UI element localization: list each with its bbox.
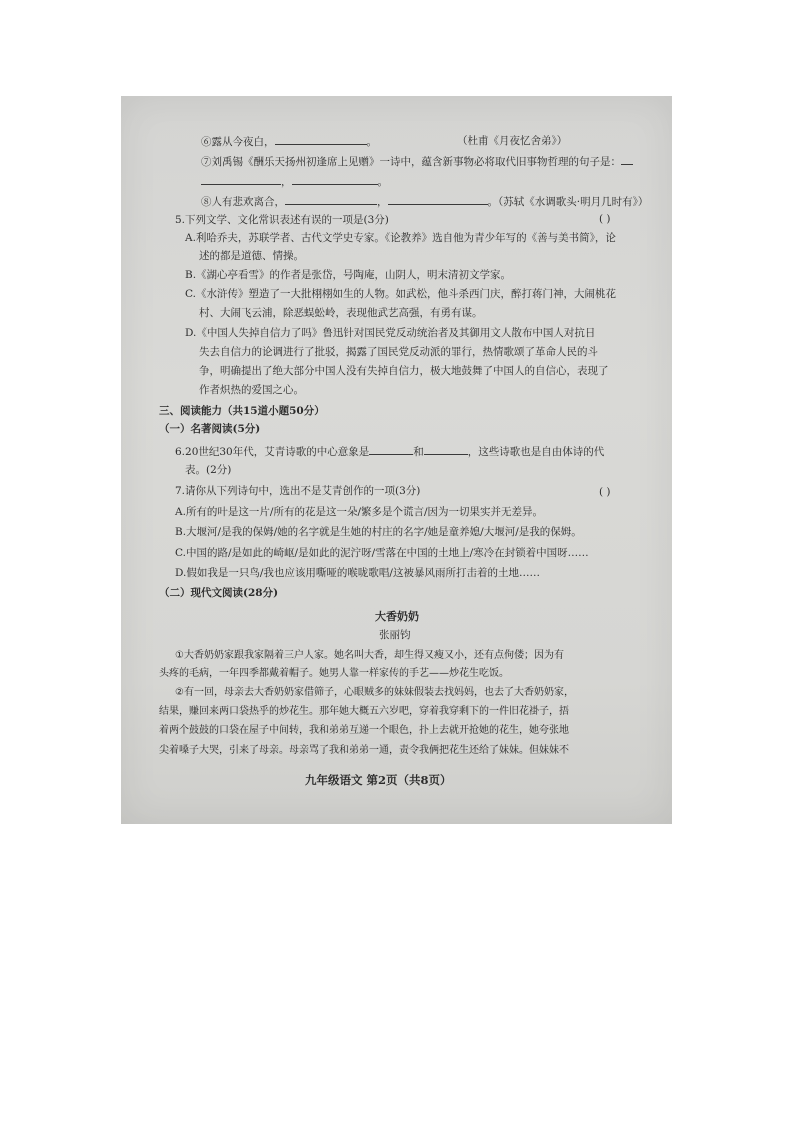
paragraph-2-line-2: 结果，赚回来两口袋热乎的炒花生。那年她大概五六岁吧，穿着我穿剩下的一件旧花褂子，捂	[159, 706, 569, 717]
answer-blank[interactable]	[275, 134, 367, 145]
punctuation: 。	[377, 176, 388, 188]
question-7-stem: 7.请你从下列诗句中，选出不是艾青创作的一项(3分)	[175, 485, 421, 497]
question-6-line-1	[175, 444, 604, 459]
story-title: 大香奶奶	[375, 610, 419, 623]
answer-blank[interactable]	[621, 154, 633, 165]
question-5-answer-paren[interactable]: ( )	[599, 213, 611, 225]
q5-option-a-line-1: A.利哈乔夫，苏联学者、古代文学史专家。《论教养》选自他为青少年写的《善与美书简》，论	[185, 232, 616, 244]
question-6-and: 和	[413, 446, 424, 458]
question-6-text: 6.20世纪30年代，艾青诗歌的中心意象是	[175, 446, 370, 458]
q5-option-a-line-2: 述的都是道德、情操。	[199, 250, 304, 262]
q5-option-d-line-1: D.《中国人失掉自信力了吗》鲁迅针对国民党反动统治者及其御用文人散布中国人对抗日	[185, 327, 596, 339]
paragraph-2-line-4: 尖着嗓子大哭，引来了母亲。母亲骂了我和弟弟一通，责令我俩把花生还给了妹妹。但妹妹不	[159, 745, 569, 756]
answer-blank[interactable]	[292, 174, 378, 185]
poem-source-6: （杜甫《月夜忆舍弟》）	[457, 135, 568, 147]
section-3-heading: 三、阅读能力（共15道小题50分）	[159, 405, 325, 417]
subsection-1-heading: （一）名著阅读(5分)	[159, 423, 261, 435]
question-6-text-end: ，这些诗歌也是自由体诗的代	[467, 446, 605, 458]
q5-option-c-line-2: 村、大闹飞云浦，除恶蜈蚣岭，表现他武艺高强，有勇有谋。	[199, 307, 483, 319]
poem-line-8	[201, 194, 648, 209]
punctuation: ，	[281, 176, 292, 188]
paragraph-2-line-1: ②有一回，母亲去大香奶奶家借筛子，心眼贼多的妹妹假装去找妈妈，也去了大香奶奶家，	[175, 687, 574, 698]
punctuation: ，	[377, 196, 388, 208]
poem-line-7	[201, 154, 633, 169]
question-6-line-2: 表。(2分)	[185, 464, 232, 476]
paragraph-1-line-2: 头疼的毛病，一年四季都戴着帽子。她男人靠一样家传的手艺——炒花生吃饭。	[159, 668, 509, 679]
q7-option-c: C.中国的路/是如此的崎岖/是如此的泥泞呀/雪落在中国的土地上/寒冷在封锁着中国呀……	[175, 547, 589, 559]
poem-source-8: 。（苏轼《水调歌头·明月几时有》）	[487, 196, 649, 208]
page-footer: 九年级语文 第2页（共8页）	[305, 773, 452, 787]
answer-blank[interactable]	[201, 174, 281, 185]
q7-option-d: D.假如我是一只鸟/我也应该用嘶哑的喉咙歌唱/这被暴风雨所打击着的土地……	[175, 567, 540, 579]
answer-blank[interactable]	[388, 194, 488, 205]
poem-line-6-text: ⑥露从今夜白，	[201, 136, 275, 148]
q5-option-d-line-4: 作者炽热的爱国之心。	[199, 384, 304, 396]
answer-blank[interactable]	[424, 444, 468, 455]
paragraph-1-line-1: ①大香奶奶家跟我家隔着三户人家。她名叫大香，却生得又瘦又小，还有点佝偻；因为有	[175, 650, 564, 661]
story-author: 张丽钧	[379, 629, 411, 641]
paragraph-2-line-3: 着两个鼓鼓的口袋在屋子中间转，我和弟弟互递一个眼色，扑上去就开抢她的花生，她夸张地	[159, 725, 569, 736]
question-5-stem: 5.下列文学、文化常识表述有误的一项是(3分)	[175, 214, 389, 226]
q7-option-a: A.所有的叶是这一片/所有的花是这一朵/繁多是个谎言/因为一切果实并无差异。	[175, 506, 544, 518]
q5-option-d-line-3: 争，明确提出了绝大部分中国人没有失掉自信力，极大地鼓舞了中国人的自信心，表现了	[199, 365, 609, 377]
scanned-exam-page	[121, 96, 672, 824]
answer-blank[interactable]	[369, 444, 413, 455]
poem-line-7-blanks	[201, 174, 388, 189]
answer-blank[interactable]	[285, 194, 377, 205]
question-7-answer-paren[interactable]: ( )	[599, 486, 611, 498]
q7-option-b: B.大堰河/是我的保姆/她的名字就是生她的村庄的名字/她是童养媳/大堰河/是我的保姆。	[175, 526, 582, 538]
subsection-2-heading: （二）现代文阅读(28分)	[159, 587, 279, 599]
poem-line-8-text: ⑧人有悲欢离合，	[201, 196, 285, 208]
q5-option-b: B.《湖心亭看雪》的作者是张岱，号陶庵，山阴人，明末清初文学家。	[185, 269, 512, 281]
poem-line-7-text: ⑦刘禹锡《酬乐天扬州初逢席上见赠》一诗中，蕴含新事物必将取代旧事物哲理的句子是：	[201, 156, 621, 168]
poem-line-6	[201, 134, 377, 149]
punctuation: 。	[366, 136, 377, 148]
q5-option-c-line-1: C.《水浒传》塑造了一大批栩栩如生的人物。如武松，他斗杀西门庆，醉打蒋门神，大闹桃花	[185, 288, 616, 300]
q5-option-d-line-2: 失去自信力的论调进行了批驳，揭露了国民党反动派的罪行，热情歌颂了革命人民的斗	[199, 346, 598, 358]
